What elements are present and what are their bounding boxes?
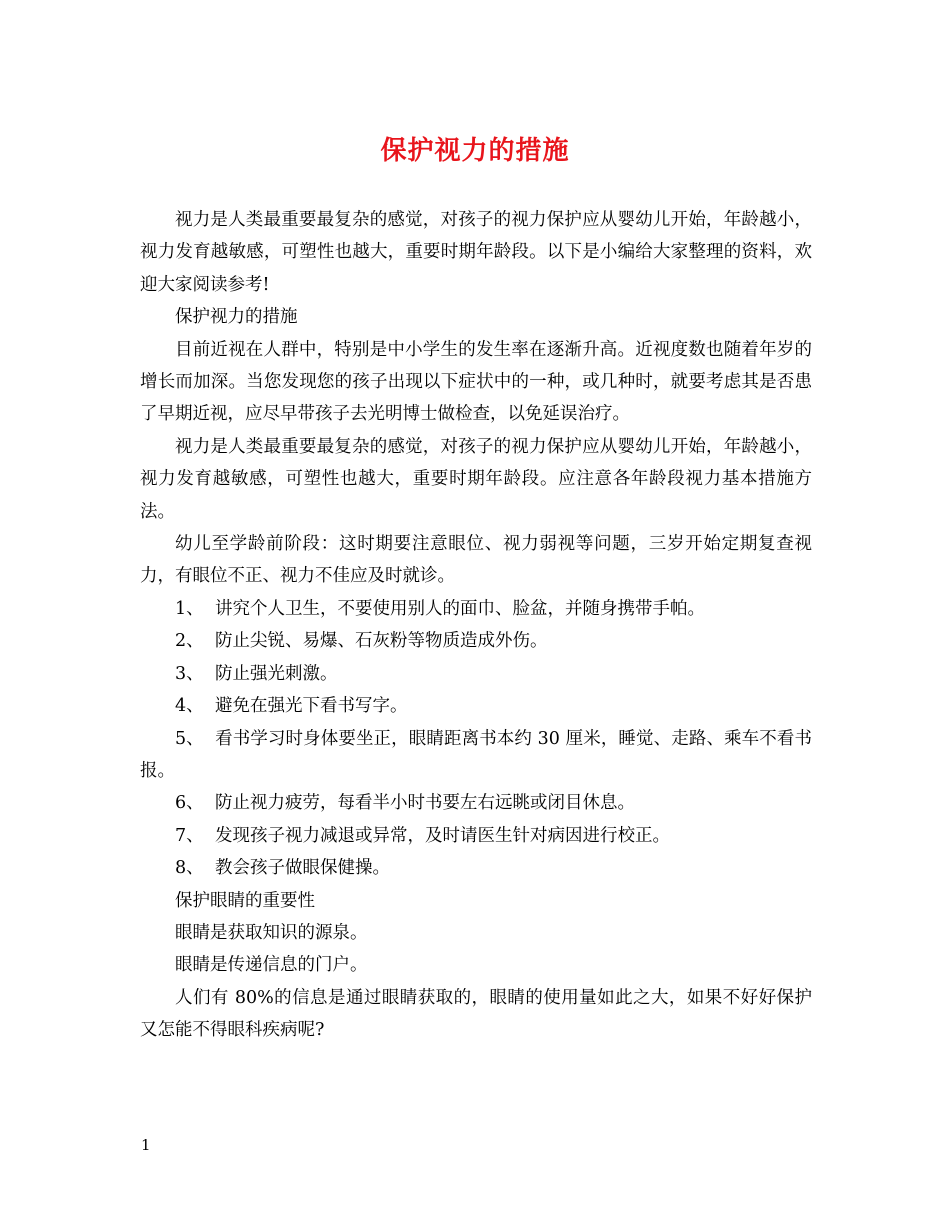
list-text: 看书学习时身体要坐正，眼睛距离书本约 30 厘米，睡觉、走路、乘车不看书报。 — [140, 728, 812, 781]
list-text: 防止强光刺激。 — [215, 663, 338, 684]
paragraph: 眼睛是传递信息的门户。 — [175, 955, 368, 976]
document-body — [140, 204, 812, 1047]
list-text: 讲究个人卫生，不要使用别人的面巾、脸盆，并随身携带手帕。 — [215, 598, 705, 619]
section-heading: 保护视力的措施 — [175, 307, 298, 328]
list-number: 7、 — [175, 825, 204, 846]
list-number: 4、 — [175, 696, 204, 717]
paragraph: 视力是人类最重要最复杂的感觉，对孩子的视力保护应从婴幼儿开始，年龄越小，视力发育越敏感，可塑性也越大，重要时期年龄段。应注意各年龄段视力基本措施方法。 — [140, 436, 812, 522]
list-item — [140, 787, 812, 819]
list-text: 防止尖锐、易爆、石灰粉等物质造成外伤。 — [215, 631, 548, 652]
list-number: 8、 — [175, 858, 204, 879]
list-item — [140, 593, 812, 625]
paragraph: 眼睛是获取知识的源泉。 — [175, 922, 368, 943]
page-number: 1 — [141, 1136, 151, 1154]
list-item — [140, 820, 812, 852]
list-text: 防止视力疲劳，每看半小时书要左右远眺或闭目休息。 — [215, 793, 635, 814]
section-heading: 保护眼睛的重要性 — [175, 890, 315, 911]
paragraph: 人们有 80%的信息是通过眼睛获取的，眼睛的使用量如此之大，如果不好好保护又怎能不得眼科疾病呢? — [140, 987, 812, 1041]
list-number: 6、 — [175, 793, 204, 814]
list-number: 5、 — [175, 728, 204, 749]
list-text: 发现孩子视力减退或异常，及时请医生针对病因进行校正。 — [215, 825, 670, 846]
list-number: 1、 — [175, 598, 204, 619]
document-title: 保护视力的措施 — [380, 136, 570, 166]
list-item — [140, 658, 812, 690]
list-text: 教会孩子做眼保健操。 — [215, 858, 390, 879]
list-text: 避免在强光下看书写字。 — [215, 696, 408, 717]
list-number: 2、 — [175, 631, 204, 652]
list-item — [140, 723, 812, 788]
paragraph: 视力是人类最重要最复杂的感觉，对孩子的视力保护应从婴幼儿开始，年龄越小，视力发育越敏感，可塑性也越大，重要时期年龄段。以下是小编给大家整理的资料，欢迎大家阅读参考! — [140, 210, 812, 295]
paragraph: 目前近视在人群中，特别是中小学生的发生率在逐渐升高。近视度数也随着年岁的增长而加深。当您发现您的孩子出现以下症状中的一种，或几种时，就要考虑其是否患了早期近视，应尽早带孩子去光明博士做检查，以免延误治疗。 — [140, 339, 812, 425]
paragraph: 幼儿至学龄前阶段：这时期要注意眼位、视力弱视等问题，三岁开始定期复查视力，有眼位不正、视力不佳应及时就诊。 — [140, 534, 812, 587]
list-number: 3、 — [175, 663, 204, 684]
list-item — [140, 852, 812, 884]
list-item — [140, 625, 812, 657]
list-item — [140, 690, 812, 722]
